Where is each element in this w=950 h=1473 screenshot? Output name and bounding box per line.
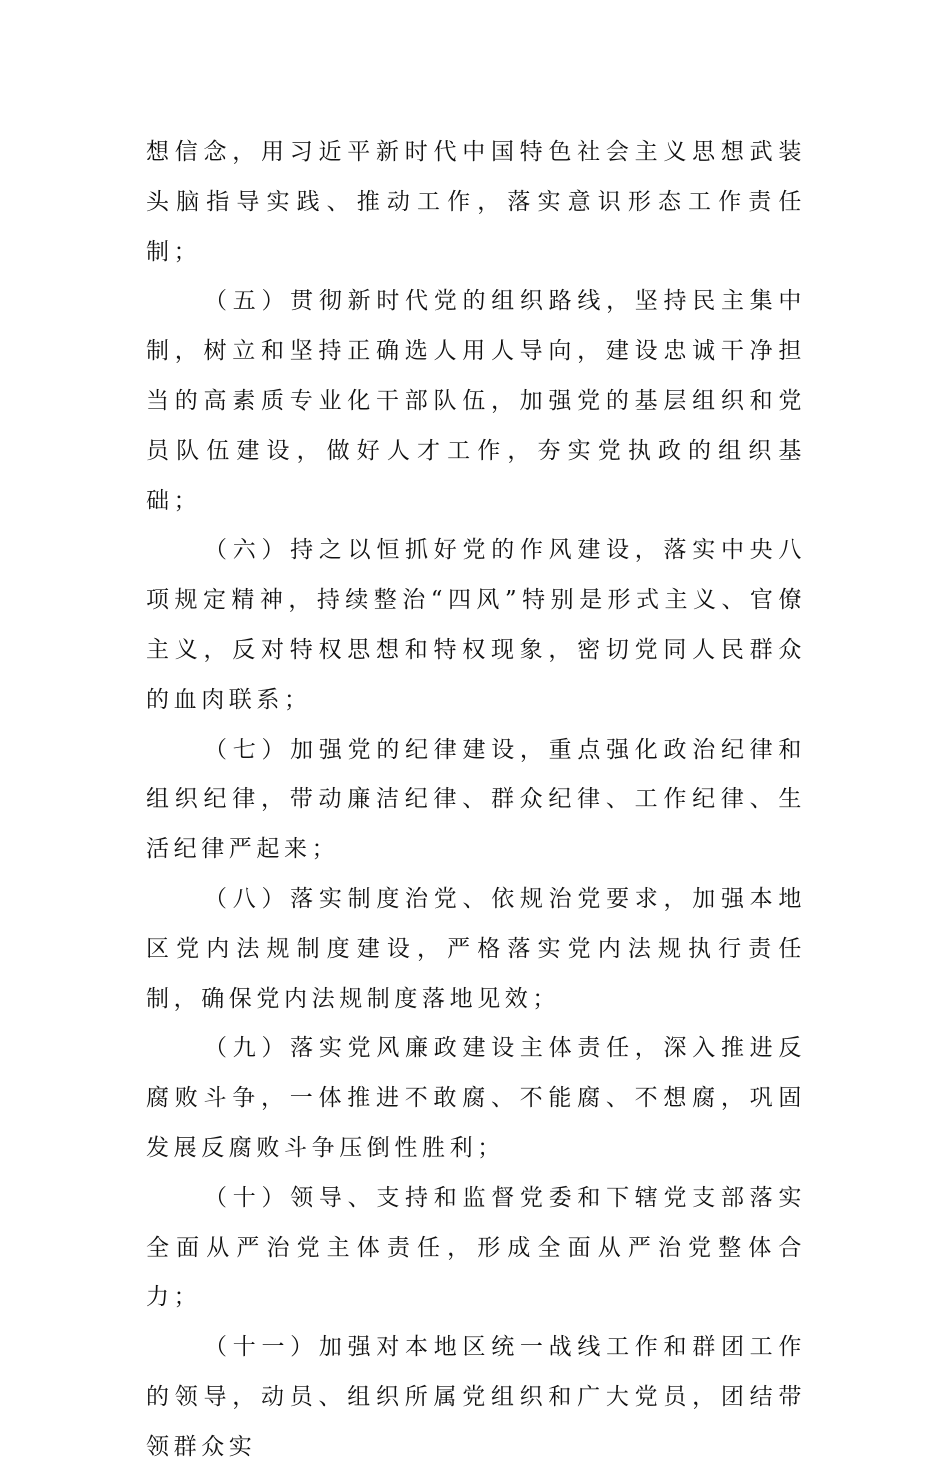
document-page — [146, 128, 806, 1473]
paragraph-5: （八）落实制度治党、依规治党要求，加强本地区党内法规制度建设，严格落实党内法规执行责任制，确保党内法规制度落地见效； — [146, 885, 806, 1012]
paragraph-2: （五）贯彻新时代党的组织路线，坚持民主集中制，树立和坚持正确选人用人导向，建设忠诚干净担当的高素质专业化干部队伍，加强党的基层组织和党员队伍建设，做好人才工作，夯实党执政的组织基础； — [146, 288, 806, 514]
paragraph-3: （六）持之以恒抓好党的作风建设，落实中央八项规定精神，持续整治“四风”特别是形式主义、官僚主义，反对特权思想和特权现象，密切党同人民群众的血肉联系； — [146, 537, 806, 713]
paragraph-6: （九）落实党风廉政建设主体责任，深入推进反腐败斗争，一体推进不敢腐、不能腐、不想腐，巩固发展反腐败斗争压倒性胜利； — [146, 1035, 806, 1161]
paragraph-4: （七）加强党的纪律建设，重点强化政治纪律和组织纪律，带动廉洁纪律、群众纪律、工作纪律、生活纪律严起来； — [146, 736, 806, 863]
paragraph-8: （十一）加强对本地区统一战线工作和群团工作的领导，动员、组织所属党组织和广大党员，团结带领群众实 — [146, 1334, 806, 1460]
paragraph-7: （十）领导、支持和监督党委和下辖党支部落实全面从严治党主体责任，形成全面从严治党整体合力； — [146, 1184, 806, 1311]
paragraph-1: 想信念，用习近平新时代中国特色社会主义思想武装头脑指导实践、推动工作，落实意识形态工作责任制； — [146, 139, 806, 265]
